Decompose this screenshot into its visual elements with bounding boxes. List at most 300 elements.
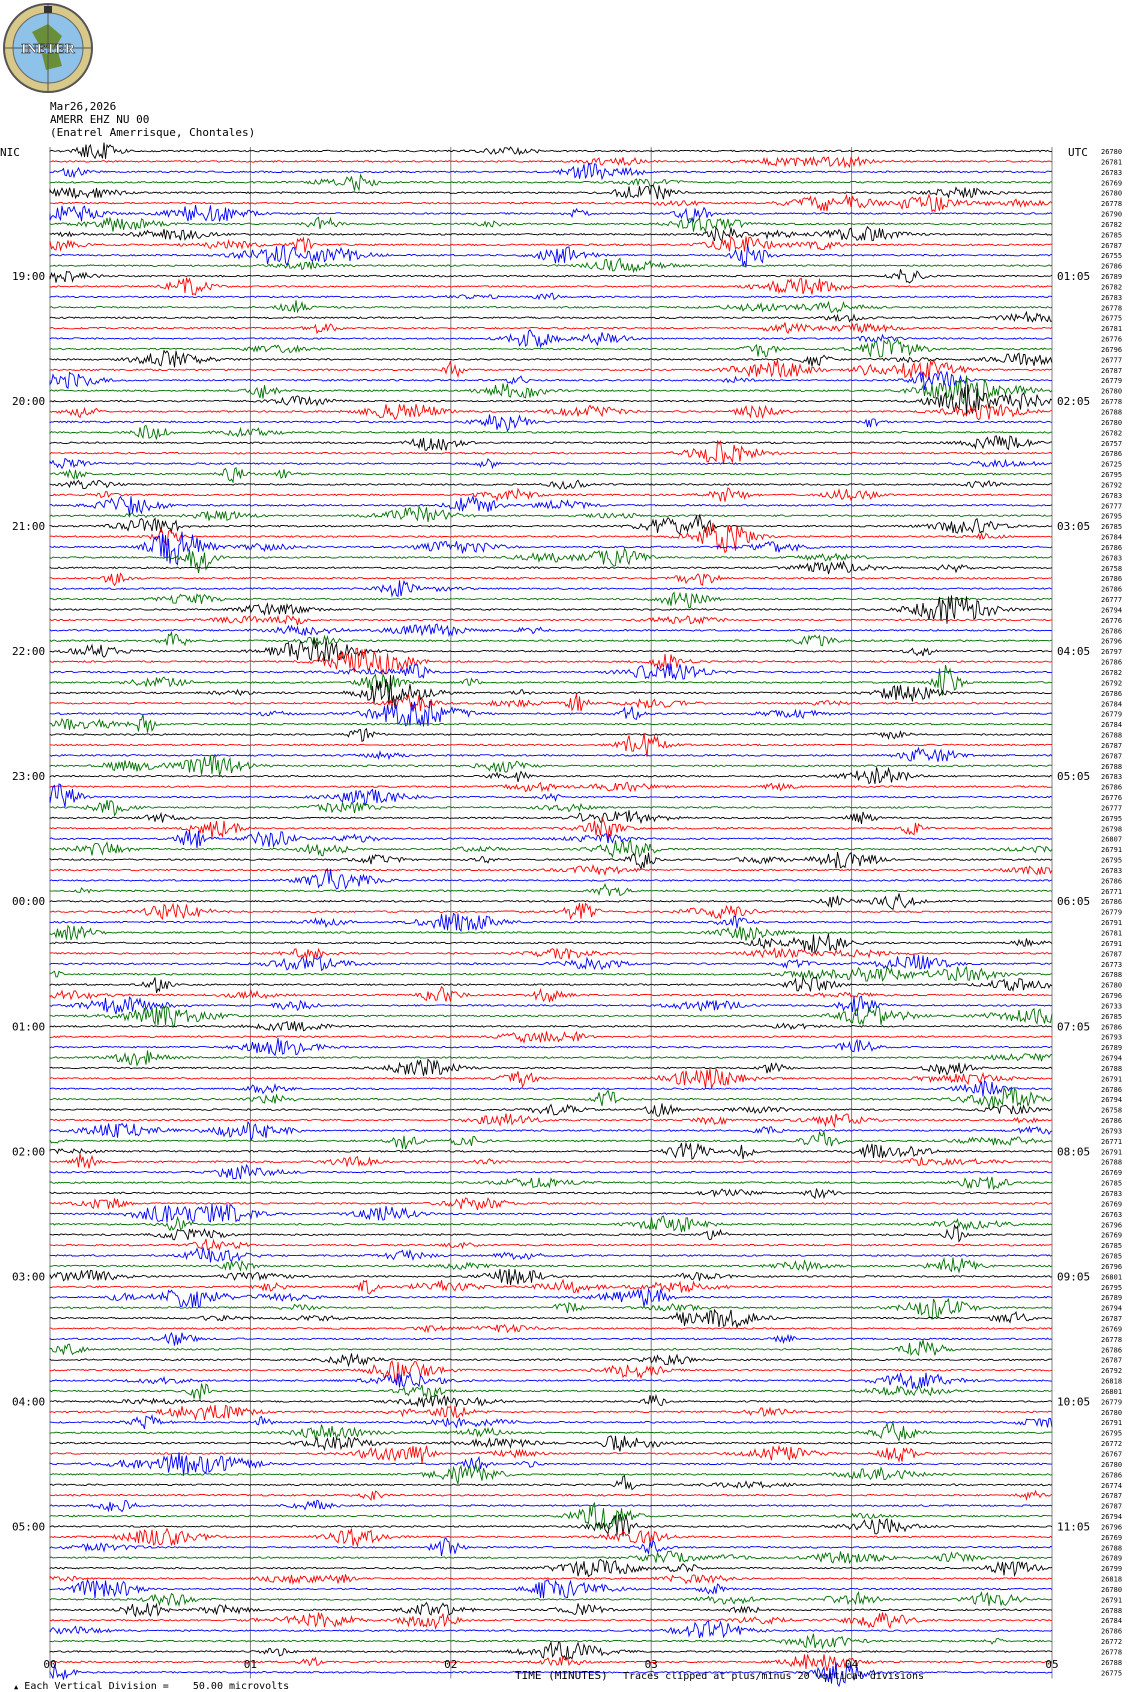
trace-row-27 — [50, 425, 1052, 439]
row-value: 26769 — [1101, 1533, 1123, 1542]
row-value: 26796 — [1101, 345, 1123, 354]
left-time-label: 19:00 — [12, 270, 46, 284]
x-tick-label: 03 — [644, 1658, 658, 1671]
row-value: 26818 — [1101, 1377, 1123, 1386]
row-value: 26776 — [1101, 616, 1123, 625]
trace-row-96 — [50, 1143, 1052, 1159]
row-value: 26779 — [1101, 908, 1123, 917]
row-value: 26783 — [1101, 773, 1123, 782]
row-value: 26777 — [1101, 502, 1123, 511]
row-value: 26788 — [1101, 971, 1123, 980]
row-value: 26788 — [1101, 1544, 1123, 1553]
row-value: 26788 — [1101, 1158, 1123, 1167]
trace-row-114 — [50, 1333, 1052, 1346]
left-time-label: 00:00 — [12, 895, 46, 909]
left-time-label: 22:00 — [12, 645, 46, 659]
trace-row-43 — [50, 593, 1052, 609]
row-value: 26786 — [1101, 627, 1123, 636]
row-value: 26799 — [1101, 1565, 1123, 1574]
trace-row-49 — [50, 648, 1052, 674]
trace-row-46 — [50, 624, 1052, 636]
row-value: 26793 — [1101, 1033, 1123, 1042]
right-time-label: 03:05 — [1057, 520, 1091, 534]
trace-row-86 — [50, 1038, 1052, 1055]
row-value: 26786 — [1101, 1471, 1123, 1480]
station-code: AMERR EHZ NU 00 — [50, 113, 150, 126]
trace-row-109 — [50, 1280, 1052, 1294]
trace-row-98 — [50, 1165, 1052, 1179]
trace-row-71 — [50, 884, 1052, 896]
row-value: 26771 — [1101, 1137, 1123, 1146]
row-value: 26769 — [1101, 1200, 1123, 1209]
row-value: 26785 — [1101, 1179, 1123, 1188]
trace-row-129 — [50, 1491, 1052, 1500]
row-value: 26769 — [1101, 1231, 1123, 1240]
row-value: 26780 — [1101, 418, 1123, 427]
trace-row-0 — [50, 143, 1052, 159]
trace-row-64 — [50, 810, 1052, 824]
row-value: 26791 — [1101, 919, 1123, 928]
row-value: 26785 — [1101, 1252, 1123, 1261]
right-time-label: 01:05 — [1057, 270, 1091, 284]
row-value: 26791 — [1101, 846, 1123, 855]
trace-row-36 — [50, 515, 1052, 535]
trace-row-121 — [50, 1405, 1052, 1420]
trace-row-115 — [50, 1340, 1052, 1355]
row-value: 26782 — [1101, 669, 1123, 677]
trace-row-18 — [50, 330, 1052, 347]
row-value: 26774 — [1101, 1481, 1123, 1490]
trace-row-63 — [50, 800, 1052, 815]
row-value: 26780 — [1101, 148, 1123, 156]
trace-row-94 — [50, 1122, 1052, 1140]
row-value: 26796 — [1101, 637, 1123, 646]
row-value: 26795 — [1101, 856, 1123, 865]
row-value: 26794 — [1101, 606, 1123, 615]
row-value: 26794 — [1101, 1096, 1123, 1105]
row-value: 26796 — [1101, 1523, 1123, 1532]
trace-row-99 — [50, 1177, 1052, 1190]
row-value: 26788 — [1101, 1658, 1123, 1667]
trace-row-87 — [50, 1050, 1052, 1065]
trace-row-103 — [50, 1216, 1052, 1232]
trace-row-58 — [50, 748, 1052, 762]
row-value: 26783 — [1101, 293, 1123, 302]
trace-row-79 — [50, 967, 1052, 981]
trace-row-42 — [50, 580, 1052, 596]
trace-row-30 — [50, 459, 1052, 469]
row-value: 26779 — [1101, 1398, 1123, 1407]
trace-row-22 — [50, 372, 1052, 390]
trace-row-124 — [50, 1436, 1052, 1452]
trace-row-105 — [50, 1239, 1052, 1250]
row-value: 26787 — [1101, 752, 1123, 761]
row-value: 26796 — [1101, 992, 1123, 1001]
row-value: 26787 — [1101, 1356, 1123, 1365]
row-value: 26780 — [1101, 1585, 1123, 1594]
trace-row-116 — [50, 1354, 1052, 1366]
left-time-label: 23:00 — [12, 770, 46, 784]
trace-row-82 — [50, 996, 1052, 1015]
row-value: 26778 — [1101, 1335, 1123, 1344]
row-value: 26795 — [1101, 1429, 1123, 1438]
row-value: 26778 — [1101, 304, 1123, 313]
trace-row-34 — [50, 496, 1052, 515]
trace-row-1 — [50, 157, 1052, 167]
left-timezone-label: NIC — [0, 146, 20, 159]
station-location: (Enatrel Amerrisque, Chontales) — [50, 126, 256, 139]
left-time-label: 21:00 — [12, 520, 46, 534]
trace-row-88 — [50, 1059, 1052, 1075]
row-value: 26789 — [1101, 273, 1123, 282]
row-value: 26795 — [1101, 1283, 1123, 1292]
trace-row-125 — [50, 1446, 1052, 1463]
trace-row-78 — [50, 954, 1052, 970]
trace-row-135 — [50, 1551, 1052, 1563]
row-value: 26787 — [1101, 366, 1123, 375]
x-axis-title: TIME (MINUTES) — [515, 1669, 608, 1682]
row-value: 26778 — [1101, 1648, 1123, 1657]
right-time-label: 07:05 — [1057, 1020, 1091, 1034]
row-value: 26797 — [1101, 648, 1123, 657]
trace-row-83 — [50, 1007, 1052, 1026]
trace-row-144 — [50, 1642, 1052, 1659]
trace-row-31 — [50, 468, 1052, 482]
row-value: 26795 — [1101, 471, 1123, 480]
row-value: 26791 — [1101, 939, 1123, 948]
row-value: 26801 — [1101, 1387, 1123, 1396]
row-value: 26785 — [1101, 1012, 1123, 1021]
trace-row-39 — [50, 549, 1052, 573]
trace-row-134 — [50, 1538, 1052, 1556]
row-value: 26781 — [1101, 158, 1123, 167]
trace-row-4 — [50, 185, 1052, 199]
row-value: 26807 — [1101, 835, 1123, 844]
right-time-label: 08:05 — [1057, 1145, 1091, 1159]
trace-row-112 — [50, 1310, 1052, 1327]
trace-row-141 — [50, 1613, 1052, 1629]
trace-row-8 — [50, 227, 1052, 241]
row-value: 26758 — [1101, 1106, 1123, 1115]
trace-row-75 — [50, 926, 1052, 941]
clip-note: Traces clipped at plus/minus 20 vertical divisions — [623, 1671, 925, 1682]
row-value: 26786 — [1101, 783, 1123, 792]
left-time-label: 01:00 — [12, 1020, 46, 1034]
row-value: 26776 — [1101, 335, 1123, 344]
right-time-labels — [1057, 270, 1090, 1533]
trace-row-77 — [50, 949, 1052, 959]
row-value: 26781 — [1101, 325, 1123, 334]
row-value: 26794 — [1101, 1513, 1123, 1522]
row-value: 26780 — [1101, 1460, 1123, 1469]
trace-row-130 — [50, 1500, 1052, 1511]
row-values — [1101, 148, 1122, 1677]
row-value: 26786 — [1101, 689, 1123, 698]
trace-row-118 — [50, 1373, 1052, 1389]
row-value: 26769 — [1101, 179, 1123, 188]
row-value: 26787 — [1101, 1492, 1123, 1501]
trace-row-110 — [50, 1289, 1052, 1308]
row-value: 26784 — [1101, 1617, 1123, 1626]
trace-row-62 — [50, 784, 1052, 807]
trace-row-139 — [50, 1592, 1052, 1605]
trace-row-80 — [50, 977, 1052, 993]
row-value: 26757 — [1101, 439, 1123, 448]
scale-marker: ▲ — [14, 1683, 19, 1691]
row-value: 26779 — [1101, 377, 1123, 386]
row-value: 26818 — [1101, 1575, 1123, 1584]
row-value: 26785 — [1101, 1242, 1123, 1251]
trace-row-26 — [50, 415, 1052, 431]
trace-row-106 — [50, 1247, 1052, 1262]
row-value: 26780 — [1101, 189, 1123, 198]
trace-row-17 — [50, 322, 1052, 333]
x-tick-label: 04 — [844, 1658, 859, 1671]
row-value: 26786 — [1101, 575, 1123, 584]
row-value: 26782 — [1101, 429, 1123, 438]
row-value: 26786 — [1101, 543, 1123, 552]
left-time-label: 20:00 — [12, 395, 46, 409]
trace-row-68 — [50, 852, 1052, 869]
row-value: 26767 — [1101, 1450, 1123, 1459]
row-value: 26792 — [1101, 1367, 1123, 1376]
left-time-label: 05:00 — [12, 1520, 46, 1534]
trace-row-137 — [50, 1574, 1052, 1583]
row-value: 26784 — [1101, 700, 1123, 709]
trace-row-136 — [50, 1559, 1052, 1576]
right-time-label: 02:05 — [1057, 395, 1091, 409]
row-value: 26787 — [1101, 1502, 1123, 1511]
trace-row-117 — [50, 1361, 1052, 1382]
trace-row-89 — [50, 1069, 1052, 1089]
row-value: 26775 — [1101, 1669, 1123, 1678]
row-value: 26772 — [1101, 1440, 1123, 1449]
row-value: 26786 — [1101, 658, 1123, 667]
trace-row-74 — [50, 914, 1052, 931]
trace-row-25 — [50, 404, 1052, 419]
row-value: 26777 — [1101, 804, 1123, 813]
trace-row-56 — [50, 729, 1052, 742]
row-value: 26801 — [1101, 1273, 1123, 1282]
x-tick-label: 05 — [1045, 1658, 1059, 1671]
row-value: 26788 — [1101, 1064, 1123, 1073]
trace-row-92 — [50, 1103, 1052, 1116]
row-value: 26792 — [1101, 679, 1123, 688]
trace-row-133 — [50, 1529, 1052, 1546]
row-value: 26782 — [1101, 283, 1123, 292]
row-value: 26784 — [1101, 533, 1123, 542]
row-value: 26786 — [1101, 877, 1123, 886]
row-value: 26777 — [1101, 356, 1123, 365]
right-time-label: 10:05 — [1057, 1395, 1091, 1409]
trace-row-138 — [50, 1580, 1052, 1599]
trace-row-11 — [50, 258, 1052, 271]
left-time-label: 04:00 — [12, 1395, 46, 1409]
row-value: 26786 — [1101, 1627, 1123, 1636]
row-value: 26794 — [1101, 1304, 1123, 1313]
row-value: 26780 — [1101, 387, 1123, 396]
trace-row-14 — [50, 293, 1052, 299]
row-value: 26788 — [1101, 762, 1123, 771]
row-value: 26773 — [1101, 960, 1123, 969]
row-value: 26778 — [1101, 200, 1123, 209]
row-value: 26790 — [1101, 210, 1123, 219]
right-time-label: 05:05 — [1057, 770, 1091, 784]
trace-row-54 — [50, 702, 1052, 727]
row-value: 26785 — [1101, 231, 1123, 240]
trace-row-108 — [50, 1269, 1052, 1285]
row-value: 26786 — [1101, 585, 1123, 594]
trace-row-69 — [50, 866, 1052, 875]
row-value: 26791 — [1101, 1148, 1123, 1157]
trace-row-2 — [50, 164, 1052, 179]
trace-row-104 — [50, 1225, 1052, 1241]
trace-row-61 — [50, 782, 1052, 791]
trace-row-67 — [50, 840, 1052, 857]
row-value: 26786 — [1101, 262, 1123, 271]
row-value: 26787 — [1101, 741, 1123, 750]
row-value: 26780 — [1101, 981, 1123, 990]
trace-row-65 — [50, 818, 1052, 839]
x-tick-label: 02 — [444, 1658, 458, 1671]
row-value: 26796 — [1101, 1262, 1123, 1271]
trace-row-132 — [50, 1515, 1052, 1537]
row-value: 26786 — [1101, 450, 1123, 459]
trace-row-16 — [50, 312, 1052, 322]
trace-row-126 — [50, 1452, 1052, 1475]
row-value: 26786 — [1101, 1117, 1123, 1126]
trace-row-10 — [50, 244, 1052, 267]
row-value: 26783 — [1101, 1190, 1123, 1198]
row-value: 26785 — [1101, 523, 1123, 532]
left-time-label: 02:00 — [12, 1145, 46, 1159]
row-value: 26786 — [1101, 898, 1123, 907]
row-value: 26789 — [1101, 1294, 1123, 1303]
row-value: 26786 — [1101, 1085, 1123, 1094]
row-value: 26788 — [1101, 408, 1123, 417]
row-value: 26784 — [1101, 721, 1123, 730]
row-value: 26789 — [1101, 1044, 1123, 1053]
row-value: 26786 — [1101, 1346, 1123, 1355]
row-value: 26791 — [1101, 1419, 1123, 1428]
row-value: 26780 — [1101, 1408, 1123, 1417]
row-value: 26777 — [1101, 596, 1123, 605]
trace-row-3 — [50, 175, 1052, 191]
right-time-label: 09:05 — [1057, 1270, 1091, 1284]
trace-row-119 — [50, 1384, 1052, 1400]
row-value: 26791 — [1101, 1075, 1123, 1084]
row-value: 26783 — [1101, 168, 1123, 177]
trace-row-48 — [50, 640, 1052, 662]
row-value: 26775 — [1101, 314, 1123, 323]
row-value: 26763 — [1101, 1210, 1123, 1219]
trace-row-13 — [50, 278, 1052, 295]
row-value: 26798 — [1101, 825, 1123, 834]
trace-row-122 — [50, 1416, 1052, 1429]
trace-row-97 — [50, 1154, 1052, 1169]
left-time-labels — [12, 270, 45, 1533]
trace-row-93 — [50, 1114, 1052, 1127]
trace-row-20 — [50, 351, 1052, 368]
trace-row-95 — [50, 1132, 1052, 1150]
row-value: 26781 — [1101, 929, 1123, 938]
row-value: 26788 — [1101, 1606, 1123, 1615]
logo-text: INETER — [21, 42, 75, 57]
row-value: 26793 — [1101, 1127, 1123, 1136]
trace-row-29 — [50, 441, 1052, 464]
row-value: 26789 — [1101, 1554, 1123, 1563]
trace-row-123 — [50, 1422, 1052, 1440]
row-value: 26769 — [1101, 1325, 1123, 1334]
right-timezone-label: UTC — [1068, 146, 1088, 159]
row-value: 26788 — [1101, 731, 1123, 740]
trace-row-90 — [50, 1081, 1052, 1097]
right-time-label: 11:05 — [1057, 1520, 1091, 1534]
trace-row-35 — [50, 507, 1052, 522]
trace-row-73 — [50, 903, 1052, 919]
row-value: 26783 — [1101, 491, 1123, 500]
trace-row-41 — [50, 574, 1052, 586]
trace-row-55 — [50, 714, 1052, 732]
trace-row-84 — [50, 1021, 1052, 1031]
trace-row-45 — [50, 616, 1052, 625]
trace-row-7 — [50, 217, 1052, 231]
right-time-label: 04:05 — [1057, 645, 1091, 659]
trace-row-50 — [50, 663, 1052, 679]
left-time-label: 03:00 — [12, 1270, 46, 1284]
trace-row-85 — [50, 1032, 1052, 1043]
trace-row-12 — [50, 269, 1052, 283]
trace-row-70 — [50, 869, 1052, 889]
trace-row-66 — [50, 831, 1052, 848]
trace-row-127 — [50, 1465, 1052, 1484]
row-value: 26772 — [1101, 1638, 1123, 1647]
x-tick-label: 01 — [243, 1658, 258, 1671]
row-value: 26795 — [1101, 512, 1123, 521]
trace-row-28 — [50, 436, 1052, 451]
row-value: 26758 — [1101, 564, 1123, 573]
trace-row-142 — [50, 1621, 1052, 1638]
scale-note: ▲ Each Vertical Division = 50.00 microvolts — [14, 1681, 290, 1692]
trace-row-81 — [50, 987, 1052, 1002]
row-value: 26733 — [1101, 1002, 1123, 1011]
row-value: 26783 — [1101, 554, 1123, 563]
trace-row-32 — [50, 480, 1052, 489]
row-value: 26779 — [1101, 710, 1123, 719]
x-tick-label: 00 — [43, 1658, 57, 1671]
row-value: 26796 — [1101, 1221, 1123, 1230]
trace-row-72 — [50, 894, 1052, 910]
row-value: 26782 — [1101, 220, 1123, 229]
row-value: 26787 — [1101, 241, 1123, 250]
trace-row-113 — [50, 1325, 1052, 1333]
trace-row-15 — [50, 300, 1052, 312]
row-value: 26795 — [1101, 814, 1123, 823]
row-value: 26786 — [1101, 1023, 1123, 1032]
trace-row-47 — [50, 632, 1052, 645]
trace-row-60 — [50, 767, 1052, 783]
trace-group — [50, 143, 1052, 1687]
trace-row-100 — [50, 1189, 1052, 1199]
row-value: 26792 — [1101, 481, 1123, 490]
trace-row-140 — [50, 1603, 1052, 1617]
trace-row-53 — [50, 694, 1052, 711]
row-value: 26769 — [1101, 1169, 1123, 1178]
grid-lines — [50, 147, 1052, 1678]
right-time-label: 06:05 — [1057, 895, 1091, 909]
trace-row-107 — [50, 1258, 1052, 1272]
row-value: 26787 — [1101, 1315, 1123, 1324]
